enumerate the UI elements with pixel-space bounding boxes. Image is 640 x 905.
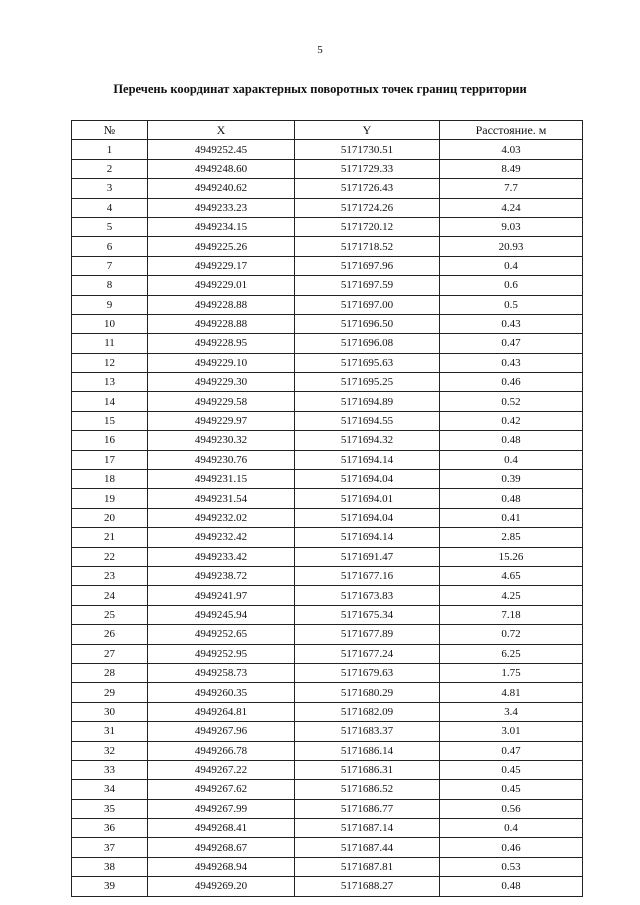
cell-distance: 4.25: [440, 586, 583, 605]
cell-number: 30: [72, 702, 148, 721]
cell-distance: 2.85: [440, 528, 583, 547]
table-row: [72, 373, 583, 392]
cell-distance: 0.47: [440, 741, 583, 760]
cell-y: 5171724.26: [295, 198, 440, 217]
cell-distance: 7.18: [440, 605, 583, 624]
column-header-x: X: [148, 121, 295, 140]
cell-y: 5171691.47: [295, 547, 440, 566]
cell-distance: 0.4: [440, 819, 583, 838]
cell-number: 8: [72, 276, 148, 295]
cell-distance: 7.7: [440, 179, 583, 198]
cell-number: 20: [72, 508, 148, 527]
table-row: [72, 411, 583, 430]
column-header-number: №: [72, 121, 148, 140]
cell-x: 4949232.42: [148, 528, 295, 547]
table-row: [72, 450, 583, 469]
cell-x: 4949252.95: [148, 644, 295, 663]
cell-x: 4949260.35: [148, 683, 295, 702]
table-row: [72, 256, 583, 275]
table-row: [72, 663, 583, 682]
cell-number: 1: [72, 140, 148, 159]
cell-distance: 8.49: [440, 159, 583, 178]
table-row: [72, 605, 583, 624]
cell-number: 23: [72, 566, 148, 585]
column-header-y: Y: [295, 121, 440, 140]
cell-x: 4949241.97: [148, 586, 295, 605]
cell-y: 5171686.77: [295, 799, 440, 818]
table-header-row: [72, 121, 583, 140]
cell-x: 4949229.01: [148, 276, 295, 295]
cell-number: 14: [72, 392, 148, 411]
cell-x: 4949233.42: [148, 547, 295, 566]
cell-number: 31: [72, 722, 148, 741]
cell-y: 5171682.09: [295, 702, 440, 721]
cell-number: 29: [72, 683, 148, 702]
cell-number: 33: [72, 760, 148, 779]
cell-distance: 0.39: [440, 470, 583, 489]
table-body: [72, 140, 583, 896]
table-row: [72, 838, 583, 857]
cell-x: 4949228.88: [148, 295, 295, 314]
cell-x: 4949229.17: [148, 256, 295, 275]
cell-number: 10: [72, 314, 148, 333]
table-row: [72, 683, 583, 702]
table-row: [72, 295, 583, 314]
cell-distance: 4.24: [440, 198, 583, 217]
cell-x: 4949229.10: [148, 353, 295, 372]
cell-x: 4949229.58: [148, 392, 295, 411]
table-row: [72, 857, 583, 876]
cell-number: 21: [72, 528, 148, 547]
cell-y: 5171694.14: [295, 528, 440, 547]
cell-x: 4949234.15: [148, 217, 295, 236]
cell-number: 26: [72, 625, 148, 644]
table-row: [72, 431, 583, 450]
cell-y: 5171694.14: [295, 450, 440, 469]
cell-y: 5171697.96: [295, 256, 440, 275]
coordinates-table: [71, 120, 583, 897]
table-row: [72, 566, 583, 585]
cell-y: 5171694.04: [295, 470, 440, 489]
cell-number: 7: [72, 256, 148, 275]
cell-number: 27: [72, 644, 148, 663]
cell-number: 37: [72, 838, 148, 857]
table-row: [72, 276, 583, 295]
cell-y: 5171694.55: [295, 411, 440, 430]
table-row: [72, 799, 583, 818]
cell-number: 6: [72, 237, 148, 256]
cell-x: 4949269.20: [148, 877, 295, 896]
cell-distance: 0.53: [440, 857, 583, 876]
cell-distance: 9.03: [440, 217, 583, 236]
table-row: [72, 353, 583, 372]
cell-y: 5171696.50: [295, 314, 440, 333]
table-row: [72, 702, 583, 721]
cell-y: 5171729.33: [295, 159, 440, 178]
table-row: [72, 334, 583, 353]
cell-distance: 1.75: [440, 663, 583, 682]
cell-number: 34: [72, 780, 148, 799]
table-row: [72, 159, 583, 178]
cell-number: 39: [72, 877, 148, 896]
table-row: [72, 722, 583, 741]
cell-distance: 4.65: [440, 566, 583, 585]
table-row: [72, 314, 583, 333]
cell-number: 18: [72, 470, 148, 489]
table-row: [72, 528, 583, 547]
cell-number: 4: [72, 198, 148, 217]
cell-x: 4949228.95: [148, 334, 295, 353]
cell-distance: 0.46: [440, 838, 583, 857]
cell-distance: 0.48: [440, 489, 583, 508]
cell-distance: 0.43: [440, 314, 583, 333]
cell-number: 11: [72, 334, 148, 353]
cell-y: 5171686.14: [295, 741, 440, 760]
table-row: [72, 140, 583, 159]
table-row: [72, 625, 583, 644]
cell-y: 5171688.27: [295, 877, 440, 896]
page-title: Перечень координат характерных поворотных точек границ территории: [113, 82, 527, 96]
cell-y: 5171694.32: [295, 431, 440, 450]
cell-x: 4949229.97: [148, 411, 295, 430]
cell-y: 5171679.63: [295, 663, 440, 682]
cell-number: 24: [72, 586, 148, 605]
table-row: [72, 586, 583, 605]
cell-distance: 0.4: [440, 256, 583, 275]
cell-y: 5171686.52: [295, 780, 440, 799]
cell-y: 5171695.25: [295, 373, 440, 392]
cell-x: 4949231.54: [148, 489, 295, 508]
cell-y: 5171673.83: [295, 586, 440, 605]
table-row: [72, 179, 583, 198]
cell-y: 5171697.00: [295, 295, 440, 314]
cell-number: 35: [72, 799, 148, 818]
cell-x: 4949268.67: [148, 838, 295, 857]
cell-distance: 20.93: [440, 237, 583, 256]
cell-distance: 4.03: [440, 140, 583, 159]
cell-x: 4949240.62: [148, 179, 295, 198]
cell-x: 4949258.73: [148, 663, 295, 682]
cell-y: 5171687.44: [295, 838, 440, 857]
cell-number: 25: [72, 605, 148, 624]
cell-number: 19: [72, 489, 148, 508]
cell-distance: 0.41: [440, 508, 583, 527]
cell-x: 4949268.41: [148, 819, 295, 838]
cell-number: 3: [72, 179, 148, 198]
cell-distance: 6.25: [440, 644, 583, 663]
cell-y: 5171694.04: [295, 508, 440, 527]
table-row: [72, 760, 583, 779]
cell-distance: 0.45: [440, 760, 583, 779]
cell-y: 5171683.37: [295, 722, 440, 741]
table-row: [72, 877, 583, 896]
table-row: [72, 489, 583, 508]
cell-y: 5171696.08: [295, 334, 440, 353]
cell-x: 4949245.94: [148, 605, 295, 624]
table-row: [72, 780, 583, 799]
cell-y: 5171677.89: [295, 625, 440, 644]
cell-distance: 0.56: [440, 799, 583, 818]
cell-x: 4949248.60: [148, 159, 295, 178]
cell-number: 17: [72, 450, 148, 469]
cell-x: 4949229.30: [148, 373, 295, 392]
cell-distance: 0.52: [440, 392, 583, 411]
cell-x: 4949233.23: [148, 198, 295, 217]
cell-x: 4949230.76: [148, 450, 295, 469]
cell-x: 4949231.15: [148, 470, 295, 489]
table-row: [72, 392, 583, 411]
cell-x: 4949264.81: [148, 702, 295, 721]
cell-x: 4949230.32: [148, 431, 295, 450]
cell-distance: 4.81: [440, 683, 583, 702]
cell-distance: 0.42: [440, 411, 583, 430]
table-row: [72, 198, 583, 217]
cell-distance: 0.45: [440, 780, 583, 799]
cell-x: 4949252.45: [148, 140, 295, 159]
cell-distance: 0.47: [440, 334, 583, 353]
cell-x: 4949225.26: [148, 237, 295, 256]
cell-number: 13: [72, 373, 148, 392]
cell-distance: 0.46: [440, 373, 583, 392]
cell-x: 4949267.99: [148, 799, 295, 818]
cell-distance: 15.26: [440, 547, 583, 566]
cell-number: 15: [72, 411, 148, 430]
table-row: [72, 470, 583, 489]
cell-y: 5171695.63: [295, 353, 440, 372]
cell-distance: 3.01: [440, 722, 583, 741]
cell-distance: 3.4: [440, 702, 583, 721]
table-row: [72, 547, 583, 566]
cell-distance: 0.6: [440, 276, 583, 295]
table-row: [72, 644, 583, 663]
cell-number: 5: [72, 217, 148, 236]
cell-distance: 0.48: [440, 877, 583, 896]
cell-distance: 0.43: [440, 353, 583, 372]
cell-number: 32: [72, 741, 148, 760]
cell-y: 5171730.51: [295, 140, 440, 159]
cell-distance: 0.4: [440, 450, 583, 469]
table-row: [72, 819, 583, 838]
cell-number: 28: [72, 663, 148, 682]
cell-distance: 0.72: [440, 625, 583, 644]
cell-number: 2: [72, 159, 148, 178]
cell-number: 38: [72, 857, 148, 876]
cell-number: 12: [72, 353, 148, 372]
cell-number: 22: [72, 547, 148, 566]
cell-number: 9: [72, 295, 148, 314]
cell-y: 5171694.01: [295, 489, 440, 508]
cell-x: 4949267.62: [148, 780, 295, 799]
cell-x: 4949267.96: [148, 722, 295, 741]
cell-y: 5171680.29: [295, 683, 440, 702]
cell-y: 5171697.59: [295, 276, 440, 295]
cell-y: 5171687.14: [295, 819, 440, 838]
cell-y: 5171677.24: [295, 644, 440, 663]
cell-y: 5171718.52: [295, 237, 440, 256]
table-row: [72, 508, 583, 527]
table-row: [72, 237, 583, 256]
cell-y: 5171694.89: [295, 392, 440, 411]
cell-number: 16: [72, 431, 148, 450]
cell-x: 4949238.72: [148, 566, 295, 585]
cell-y: 5171675.34: [295, 605, 440, 624]
table-row: [72, 217, 583, 236]
column-header-distance: Расстояние. м: [440, 121, 583, 140]
cell-y: 5171687.81: [295, 857, 440, 876]
cell-x: 4949228.88: [148, 314, 295, 333]
cell-y: 5171677.16: [295, 566, 440, 585]
cell-y: 5171726.43: [295, 179, 440, 198]
cell-distance: 0.48: [440, 431, 583, 450]
cell-x: 4949267.22: [148, 760, 295, 779]
cell-number: 36: [72, 819, 148, 838]
cell-distance: 0.5: [440, 295, 583, 314]
cell-x: 4949268.94: [148, 857, 295, 876]
cell-x: 4949266.78: [148, 741, 295, 760]
cell-y: 5171686.31: [295, 760, 440, 779]
table-row: [72, 741, 583, 760]
cell-x: 4949252.65: [148, 625, 295, 644]
cell-y: 5171720.12: [295, 217, 440, 236]
page-number: 5: [317, 44, 323, 56]
cell-x: 4949232.02: [148, 508, 295, 527]
